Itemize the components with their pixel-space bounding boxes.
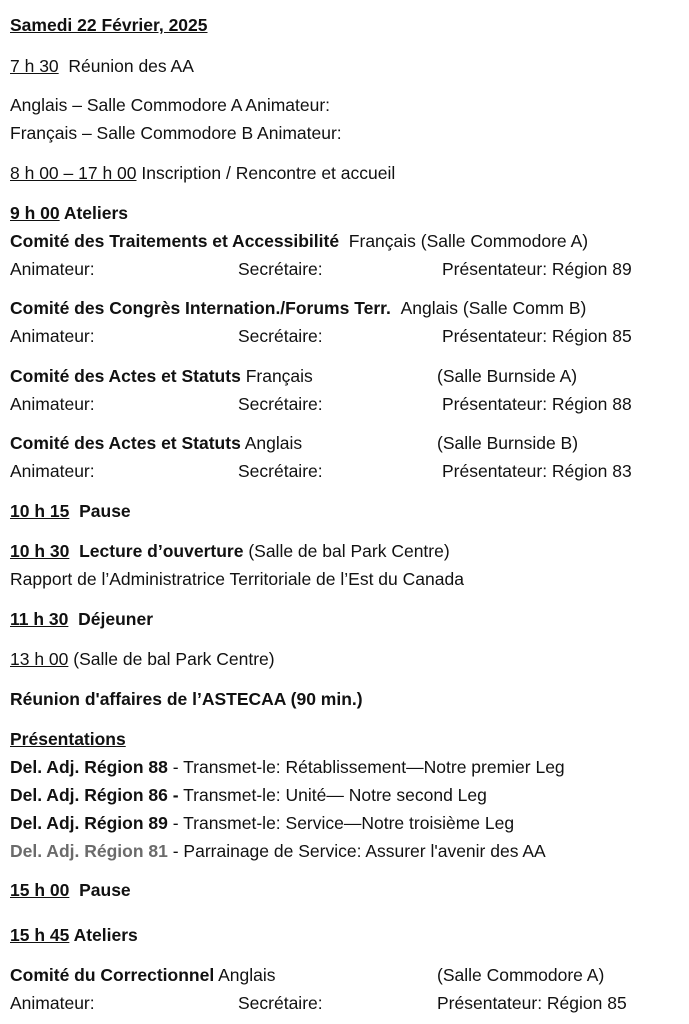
- committee-2-name: Comité des Congrès Internation./Forums Terr. Anglais (Salle Comm B): [10, 298, 587, 318]
- session-room: (Salle de bal Park Centre): [248, 541, 450, 561]
- session-title: Ateliers: [63, 203, 129, 223]
- session-1015: [10, 500, 131, 522]
- presenter-label: Présentateur: Région 83: [442, 461, 632, 481]
- committee-3-room: (Salle Burnside A): [437, 366, 578, 386]
- session-0730-french: Français – Salle Commodore B Animateur:: [10, 123, 342, 143]
- session-time: 9 h 00: [10, 203, 60, 223]
- session-time: 7 h 30: [10, 56, 59, 76]
- session-title: Déjeuner: [78, 609, 154, 629]
- session-title: Lecture d’ouverture: [79, 541, 244, 561]
- committee-4-room: (Salle Burnside B): [437, 433, 579, 453]
- session-time: 15 h 45: [10, 925, 70, 945]
- committee-correctionnel-name: Comité du Correctionnel Anglais: [10, 965, 276, 985]
- committee-1-name: Comité des Traitements et Accessibilité Français (Salle Commodore A): [10, 231, 589, 251]
- secretary-label: Secrétaire:: [238, 461, 323, 481]
- session-title: Inscription / Rencontre et accueil: [141, 163, 396, 183]
- secretary-label: Secrétaire:: [238, 993, 323, 1013]
- animator-label: Animateur:: [10, 461, 95, 481]
- presentation-item: Del. Adj. Région 88 - Transmet-le: Rétablissement—Notre premier Leg: [10, 757, 565, 777]
- presentation-item: Del. Adj. Région 81 - Parrainage de Service: Assurer l'avenir des AA: [10, 841, 546, 861]
- secretary-label: Secrétaire:: [238, 394, 323, 414]
- session-title: Ateliers: [73, 925, 138, 945]
- presenter-label: Présentateur: Région 85: [437, 993, 627, 1013]
- session-title: Réunion des AA: [68, 56, 194, 76]
- animator-label: Animateur:: [10, 259, 95, 279]
- animator-label: Animateur:: [10, 394, 95, 414]
- session-0730-english: Anglais – Salle Commodore A Animateur:: [10, 95, 331, 115]
- presentation-item: Del. Adj. Région 89 - Transmet-le: Service—Notre troisième Leg: [10, 813, 515, 833]
- presentations-heading: Présentations: [10, 729, 126, 749]
- session-1500: [10, 879, 131, 901]
- presentation-item: Del. Adj. Région 86 - Transmet-le: Unité— Notre second Leg: [10, 785, 487, 805]
- session-1130: [10, 608, 153, 630]
- session-title: Pause: [79, 880, 131, 900]
- session-1030: [10, 540, 450, 562]
- committee-3-name: Comité des Actes et Statuts Français: [10, 366, 313, 386]
- session-title: Pause: [79, 501, 131, 521]
- presenter-label: Présentateur: Région 85: [442, 326, 632, 346]
- session-time: 10 h 15: [10, 501, 70, 521]
- session-registration: [10, 162, 395, 184]
- session-time: 11 h 30: [10, 609, 69, 629]
- animator-label: Animateur:: [10, 993, 95, 1013]
- animator-label: Animateur:: [10, 326, 95, 346]
- secretary-label: Secrétaire:: [238, 326, 323, 346]
- secretary-label: Secrétaire:: [238, 259, 323, 279]
- session-1300: [10, 648, 275, 670]
- business-meeting: Réunion d'affaires de l’ASTECAA (90 min.): [10, 689, 363, 709]
- session-0900: [10, 202, 128, 224]
- page-date: Samedi 22 Février, 2025: [10, 15, 208, 35]
- session-time: 8 h 00 – 17 h 00: [10, 163, 137, 183]
- session-time: 15 h 00: [10, 880, 70, 900]
- presenter-label: Présentateur: Région 89: [442, 259, 632, 279]
- session-1545: [10, 924, 138, 946]
- committee-4-name: Comité des Actes et Statuts Anglais: [10, 433, 303, 453]
- presenter-label: Présentateur: Région 88: [442, 394, 632, 414]
- session-time: 10 h 30: [10, 541, 70, 561]
- session-1030-report: Rapport de l’Administratrice Territoriale de l’Est du Canada: [10, 569, 464, 589]
- committee-correctionnel-room: (Salle Commodore A): [437, 965, 605, 985]
- session-time: 13 h 00: [10, 649, 69, 669]
- session-0730: [10, 55, 194, 77]
- session-room: (Salle de bal Park Centre): [73, 649, 275, 669]
